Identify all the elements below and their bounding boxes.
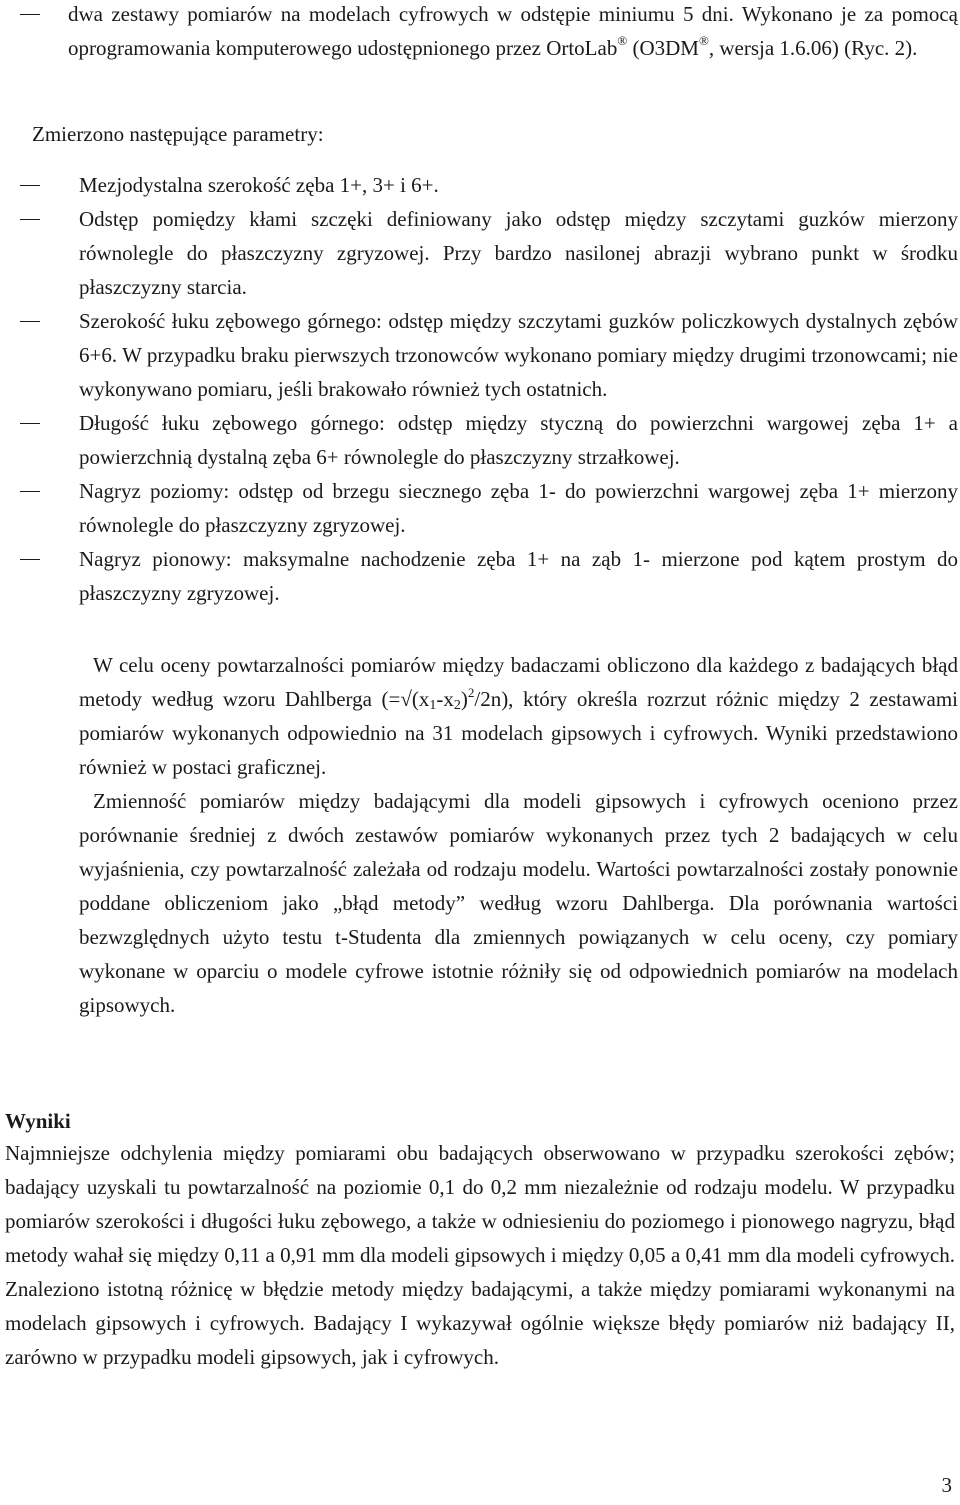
parameters-list xyxy=(20,168,958,610)
list-dash xyxy=(20,491,40,492)
section-heading: Wyniki xyxy=(5,1109,71,1133)
registered-mark: ® xyxy=(617,33,628,48)
carryover-text-2: (O3DM xyxy=(627,36,699,60)
registered-mark: ® xyxy=(698,33,709,48)
dahlberg-paragraph: W celu oceny powtarzalności pomiarów między badaczami obliczono dla każdego z badających błąd metody według wzoru Dahlberga $(=√(x_1-x_2)^2/2n)$, który określa rozrzut różnic między 2 zestawami pomiarów wykonanych odpowiednio na 31 modelach gipsowych i cyfrowych. Wyniki przedstawiono również w postaci graficznej. xyxy=(79,653,958,779)
list-dash xyxy=(20,423,40,424)
list-dash xyxy=(20,14,40,15)
parameters-intro: Zmierzono następujące parametry: xyxy=(32,122,324,146)
list-dash xyxy=(20,559,40,560)
list-dash xyxy=(20,321,40,322)
list-item: Mezjodystalna szerokość zęba 1+, 3+ i 6+. xyxy=(20,168,958,202)
results-paragraph: Najmniejsze odchylenia między pomiarami obu badających obserwowano w przypadku szerokości zębów; badający uzyskali tu powtarzalność na poziomie 0,1 do 0,2 mm niezależnie od rodzaju modelu. W przypadku pomiarów szerokości i długości łuku zębowego, a także w odniesieniu do poziomego i pionowego nagryzu, błąd metody wahał się między 0,11 a 0,91 mm dla modeli gipsowych i między 0,05 a 0,41 mm dla modeli cyfrowych. Znaleziono istotną różnicę w błędzie metody między badającymi, a także między pomiarami wykonanymi na modelach gipsowych i cyfrowych. Badający I wykazywał ogólnie większe błędy pomiarów niż badający II, zarówno w przypadku modeli gipsowych, jak i cyfrowych. xyxy=(5,1141,955,1369)
carryover-text: dwa zestawy pomiarów na modelach cyfrowych w odstępie miniumu 5 dni. Wykonano je za pomocą oprogramowania komputerowego udostępnionego przez OrtoLab xyxy=(68,2,958,60)
list-item: Długość łuku zębowego górnego: odstęp między styczną do powierzchni wargowej zęba 1+ a powierzchnią dystalną zęba 6+ równolegle do płaszczyzny strzałkowej. xyxy=(20,406,958,474)
page-number: 3 xyxy=(941,1473,952,1497)
carryover-list-item xyxy=(68,0,958,65)
methods-paragraphs xyxy=(79,648,958,1022)
list-dash xyxy=(20,185,40,186)
variability-paragraph: Zmienność pomiarów między badającymi dla modeli gipsowych i cyfrowych oceniono przez porównanie średniej z dwóch zestawów pomiarów wykonanych przez tych 2 badających w celu wyjaśnienia, czy powtarzalność zależała od rodzaju modelu. Wartości powtarzalności zostały ponownie poddane obliczeniom jako „błąd metody” według wzoru Dahlberga. Dla porównania wartości bezwzględnych użyto testu t-Studenta dla zmiennych powiązanych w celu oceny, czy pomiary wykonane w oparciu o modele cyfrowe istotnie różniły się od odpowiednich pomiarów na modelach gipsowych. xyxy=(79,789,958,1017)
list-item: Odstęp pomiędzy kłami szczęki definiowany jako odstęp między szczytami guzków mierzony równolegle do płaszczyzny zgryzowej. Przy bardzo nasilonej abrazji wybrano punkt w środku płaszczyzny starcia. xyxy=(20,202,958,304)
list-dash xyxy=(20,219,40,220)
list-item: Szerokość łuku zębowego górnego: odstęp między szczytami guzków policzkowych dystalnych zębów 6+6. W przypadku braku pierwszych trzonowców wykonano pomiary między drugimi trzonowcami; nie wykonywano pomiaru, jeśli brakowało również tych ostatnich. xyxy=(20,304,958,406)
list-item: Nagryz poziomy: odstęp od brzegu siecznego zęba 1- do powierzchni wargowej zęba 1+ mierzony równolegle do płaszczyzny zgryzowej. xyxy=(20,474,958,542)
carryover-text-3: , wersja 1.6.06) (Ryc. 2). xyxy=(708,36,918,60)
list-item: Nagryz pionowy: maksymalne nachodzenie zęba 1+ na ząb 1- mierzone pod kątem prostym do płaszczyzny zgryzowej. xyxy=(20,542,958,610)
